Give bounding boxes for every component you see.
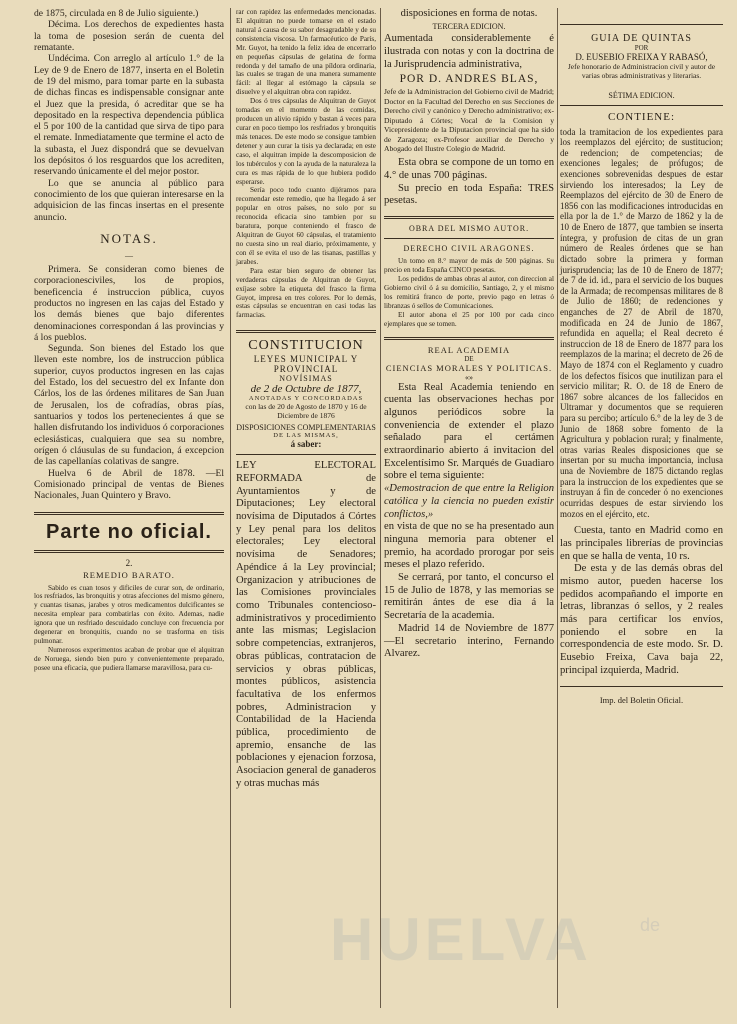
- column-rule: [230, 8, 231, 1008]
- separator: —: [125, 250, 133, 260]
- rule: [384, 238, 554, 239]
- rule: [384, 216, 554, 219]
- derecho-heading: DERECHO CIVIL ARAGONES.: [403, 244, 535, 254]
- paragraph: Para estar bien seguro de obtener las verdaderas cápsulas de Alquitran de Guyot, exíjase sobre la etiqueta del frasco la firma Guyot, impresa en tres colores. Por lo demás, estas cápsulas se encuentran en casi todas las farmacias.: [236, 266, 376, 320]
- de-label: DE: [464, 354, 474, 363]
- article-title: REMEDIO BARATO.: [83, 569, 175, 580]
- academia-heading: REAL ACADEMIA: [427, 344, 511, 355]
- por-label: POR: [634, 44, 649, 52]
- rule: [236, 454, 376, 455]
- edition-label: SÉTIMA EDICION.: [608, 90, 675, 100]
- rule: [34, 512, 224, 515]
- imprint: Imp. del Boletin Oficial.: [599, 694, 684, 705]
- column-rule: [557, 8, 558, 1008]
- obra-heading: OBRA DEL MISMO AUTOR.: [408, 224, 530, 234]
- leyes-title: LEYES MUNICIPAL Y PROVINCIAL: [253, 354, 359, 375]
- column-1: [34, 8, 224, 673]
- column-rule: [380, 8, 381, 1008]
- paragraph: Numerosos experimentos acaban de probar que el alquitran de Noruega, siendo bien puro y convenientemente preparado, posee una eficacia, que pudiera llamarse maravillosa, para cu-: [34, 645, 224, 672]
- paragraph: Esta Real Academia teniendo en cuenta las observaciones hechas por algunos periódicos sobre la conveniencia de extender el plazo señalado para el certámen extraordinario abierto á invitacion del Excelentísimo Sr. Marqués de Guadiaro sobre el tema siguiente:: [384, 381, 554, 482]
- paragraph: Cuesta, tanto en Madrid como en las principales librerías de provincias en que se halla de venta, 10 rs.: [560, 525, 723, 562]
- author-name: D. EUSEBIO FREIXA Y RABASÓ,: [575, 52, 708, 62]
- paragraph: Undécima. Con arreglo al artículo 1.° de la Ley de 9 de Enero de 1877, inserta en el Boletin de 19 del mismo, para tomar parte en la subasta de dichas fincas es indispensable consignar ante el Juez que la presida, ó acreditar que se ha depositado en la respectiva dependencia pública el 5 por 100 de la cantidad que sirva de tipo para el remate. Inmediatamente que termine el acto de la subasta, el Juez dispondrá que se devuelvan los depósitos ó los resguardos que los acrediten, reservando únicamente el del mejor postor.: [34, 53, 224, 178]
- paragraph: Aumentada considerablemente é ilustrada con notas y con la doctrina de la Jurisprudencia administrativa,: [384, 33, 554, 70]
- rule: [560, 686, 723, 687]
- paragraph: Segunda. Son bienes del Estado los que lleven este nombre, los de instruccion pública superior, cuyos productos ingresen en las cajas del Estado, los del secuestro del ex Infante don Cárlos, los de las órdenes militares de San Juan de Jerusalen, los de cofradías, obras pías, santuarios y todos los pertenecientes á que se hallen disfrutando los individuos ó corporaciones eclesiásticas, cualquiera que sea su nombre, orígen ó cláusulas de su fundacion, á excepcion de las capellanías colativas de sangre.: [34, 343, 224, 468]
- constitucion-title: CONSTITUCION: [248, 338, 364, 354]
- column-2: [236, 8, 376, 791]
- article-number: 2.: [125, 557, 133, 568]
- anotadas-label: ANOTADAS Y CONCORDADAS: [248, 395, 364, 403]
- paragraph: Sería poco todo cuanto dijéramos para recomendar este remedio, que ha llegado á ser popular en otros países, no solo por su reconocida eficacia sino tambien por su baratura, porque conteniendo el frasco de Alquitran de Guyot 60 cápsulas, el tratamiento no cuesta sino un real diario, próximamente, y con él se evita el uso de las tisanas, pastillas y jarabes.: [236, 186, 376, 266]
- author-title: Jefe honorario de Administracion civil y autor de varias obras administrativas y literarias.: [567, 62, 716, 81]
- notas-heading: NOTAS.: [100, 230, 158, 246]
- paragraph: rar con rapidez las enfermedades mencionadas. El alquitran no puede tomarse en el estado natural á causa de su sabor desagradable y de su consistencia viscosa. Un farmacéutico de París, Mr. Guyot, ha tenido la feliz idea de encerrarlo en pequeñas cápsulas de gelatina de forma redonda y del tamaño de una píldora ordinaria, las cuales se tragan de una manera sumamente fácil: al llegar al estómago la cápsula se disuelve y el alquitran obra con rapidez.: [236, 8, 376, 97]
- paragraph: Jefe de la Administracion del Gobierno civil de Madrid; Doctor en la Facultad del Derecho en sus Secciones de Derecho civil y canónico y Derecho administrativo; ex-Diputado á Córtes; Vocal de la Comision y Vicepresidente de la Diputacion provincial que ha sido de Zaragoza; ex-Profesor auxiliar de Derecho y Abogado del Ilustre Colegio de Madrid.: [384, 87, 554, 153]
- rule: [236, 330, 376, 333]
- rule: [560, 105, 723, 106]
- paragraph: Primera. Se consideran como bienes de corporacionesciviles, los de propios, beneficencia é instruccion pública, cuyos productos no ingresen en las cajas del Estado y los demás bienes que bajo diferentes denominaciones correspondan á las provincias y á los pueblos.: [34, 263, 224, 343]
- delas-label: DE LAS MISMAS,: [273, 432, 339, 440]
- ciencias-heading: CIENCIAS MORALES Y POLITICAS.: [385, 362, 553, 373]
- column-4: [560, 8, 723, 705]
- rule: [34, 550, 224, 553]
- paragraph: toda la tramitacion de los expedientes para los reemplazos del ejército; de sustitucion; de redencion; de competencias; de exenciones legales; de prófugos; de exenciones sobrevenidas despues de estar sirviendo los interesados; la Ley de Reemplazos del ejército de 30 de Enero de 1856 con las modificaciones introducidas en ella por la de 1.° de Marzo de 1862 y la de 10 de Enero de 1877, que tambien se inserta íntegra, y profusion de citas de un gran número de Reales órdenes que se han dictado sobre la primera y forman jurisprudencia; las de 10 de Enero de 1877; de 7 de id. id., para el servicio de los buques de la Armada; de recompensas militares de 8 de Julio de 1860; de redenciones y enganches de 27 de Abril de 1870, modificada en 24 de Junio de 1867, refundida en aquella; el Real decreto é instruccion de 18 de Enero de 1877 para los reemplazos de la marina; el decreto de 26 de Mayo de 1874 con el Reglamento y cuadro de los defectos físicos que inutilizan para el servicio militar; R. O. de 18 de Enero de 1867 sobre alcances de los fallecidos en Ultramar y documentos que se requieren para su percibo; artículo 6.° de la ley de 3 de Junio de 1868 sobre fomento de la Agricultura y poblacion rural; y finalmente, otras varias Reales disposiciones que se insertan por su mucha importancia, inclusa una de Noviembre de 1875 dictando reglas para la instruccion de los expedientes que se instruyan á fin de conceder ó no exenciones ocurridas despues de estar sirviendo los mozos en el ejército, etc.: [560, 126, 723, 519]
- masthead: Parte no oficial.: [46, 520, 212, 543]
- rule: [560, 24, 723, 25]
- author-label: POR D. ANDRES BLAS,: [399, 73, 539, 86]
- signature: Huelva 6 de Abril de 1878. —El Comisionado principal de ventas de Bienes Nacionales, Juan Quintero y Bravo.: [34, 467, 224, 502]
- paragraph: Lo que se anuncia al público para conocimiento de los que quieran interesarse en la adquisicion de las fincas insertas en el presente anuncio.: [34, 177, 224, 223]
- disposiciones-title: DISPOSICIONES COMPLEMENTARIAS: [236, 423, 376, 433]
- paragraph: Esta obra se compone de un tomo en 4.° de unas 700 páginas.: [384, 157, 554, 182]
- paragraph: de 1875, circulada en 8 de Julio siguiente.): [34, 8, 199, 19]
- edition-label: TERCERA EDICION.: [432, 22, 506, 32]
- tema-quote: «Demostracion de que entre la Religion católica y la ciencia no pueden existir conflictos,»: [384, 483, 554, 520]
- watermark-text: de: [640, 915, 661, 935]
- paragraph: Dos ó tres cápsulas de Alquitran de Guyot tomadas en el momento de las comidas, producen un alivio rápido y bastan á veces para curar en poco tiempo los resfriados y bronquitis más tenaces. De este modo se consigue tambien detener y aun curar la tisis ya declarada; en este caso, el alquitran impide la descomposicion de los tubérculos y con la ayuda de la naturaleza la cura es mas rápida de lo que hubiera podido esperarse.: [236, 97, 376, 186]
- paragraph: Décima. Los derechos de expedientes hasta la toma de posesion serán de cuenta del rematante.: [34, 19, 224, 53]
- fecha-label: de 2 de Octubre de 1877,: [250, 383, 362, 396]
- paragraph: Los pedidos de ambas obras al autor, con direccion al Gobierno civil ó á su domicilio, Santiago, 2, y el mismo los remitirá franco de porte, previo pago en letras ó libranzas ó sellos de Comunicaciones.: [384, 274, 554, 310]
- guia-title: GUIA DE QUINTAS: [591, 33, 692, 44]
- column-3: [384, 8, 554, 661]
- paragraph: El autor abona el 25 por 100 por cada cinco ejemplares que se tomen.: [384, 310, 554, 328]
- ley-dates: con las de 20 de Agosto de 1870 y 16 de Diciembre de 1876: [245, 402, 367, 421]
- paragraph: en vista de que no se ha presentado aun ninguna memoria para obtener el premio, ha acordado prorogar por seis meses el plazo referido.: [384, 521, 554, 571]
- rule: [384, 337, 554, 340]
- paragraph: LEY ELECTORAL REFORMADA de Ayuntamientos y de Diputaciones; Ley electoral novísima de Diputados á Córtes y Ley penal para los delitos electorales; Ley electoral novísima de Senadores; Apéndice á la Ley provincial; Organizacion y atribuciones de las Comisiones provinciales como Tribunales contencioso-administrativos y procedimiento ante las mismas; Legislacion sobre competencias, extranjeros, obras públicas, contratacion de servicios y obras públicas, montes públicos, asistencia facultativa de los enfermos pobres, Administracion y Contabilidad de la Hacienda pública, procedimiento de apremio, ensanche de las poblaciones y ejenacion forzosa, Asociacion general de ganaderos y otras muchas más: [236, 460, 376, 789]
- novisimas-label: NOVÍSIMAS: [279, 374, 333, 384]
- watermark: HUELVA: [330, 906, 592, 973]
- paragraph: Su precio en toda España: TRES pesetas.: [384, 182, 554, 207]
- paragraph: Un tomo en 8.° mayor de más de 500 páginas. Su precio en toda España CINCO pesetas.: [384, 257, 554, 275]
- asaber-label: á saber:: [290, 439, 322, 450]
- contiene-heading: CONTIENE:: [607, 110, 676, 123]
- paragraph: Sabido es cuan tosos y dificiles de curar son, de ordinario, los resfriados, las bronquitis y otras afecciones del mismo género, y cuantas tisanas, jarabes y otros medicamentos dulcificantes se necesita emplear para combatirlas con éxito. Ademas, nadie ignora que un resfriado descuidado concluye con frecuencia por degenerar en bronquitis, cuando no se trasforma en tisis pulmonar.: [34, 583, 224, 646]
- paragraph: Se cerrará, por tanto, el concurso el 15 de Julio de 1878, y las memorias se remitirán ántes de ese dia á la Secretaría de la academia.: [384, 572, 554, 622]
- paragraph: disposiciones en forma de notas.: [400, 8, 538, 19]
- paragraph: De esta y de las demás obras del mismo autor, pueden hacerse los pedidos acompañando el importe en letras, libranzas ó sellos, y 2 reales más para certificar los envíos, poniendo el sobre en la correspondencia de este modo. Sr. D. Eusebio Freixa, Cava baja 22, principal izquierda, Madrid.: [560, 563, 723, 676]
- signature: Madrid 14 de Noviembre de 1877 —El secretario interino, Fernando Alvarez.: [384, 622, 554, 660]
- ornament: «»: [465, 372, 473, 382]
